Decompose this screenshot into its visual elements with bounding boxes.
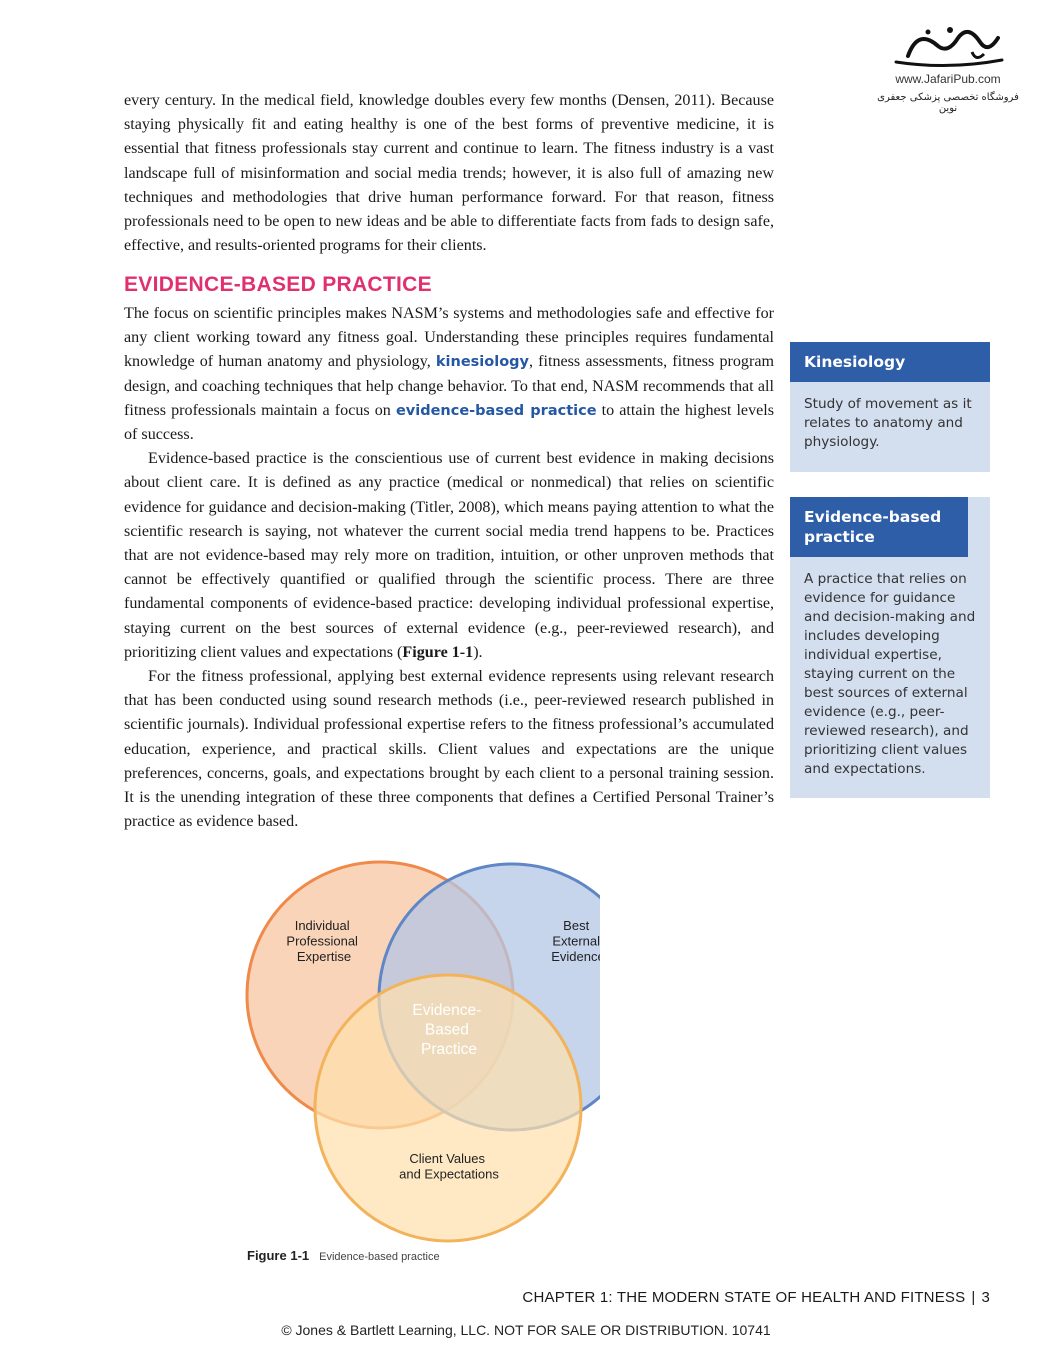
label-client-values (399, 1151, 499, 1182)
text-run: The focus on scientific principles makes NASM’s systems and methodologies safe and effective for any client working toward any fitness goal. Understanding these principles requires fundamental knowledge of human anatomy and physiology, (124, 305, 774, 371)
paragraph-ebp-1 (124, 302, 774, 447)
label-line: Practice (421, 1041, 477, 1058)
label-line: Based (424, 1021, 469, 1039)
footer-separator: | (971, 1289, 976, 1306)
section-body (124, 302, 774, 834)
label-line: Individual (294, 918, 350, 933)
venn-diagram (240, 855, 600, 1245)
text-run: Evidence-based practice is the conscientious use of current best evidence in making decisions about client care. It is defined as any practice (medical or nonmedical) that relies on scientific evidence for guidance and decision-making (Titler, 2008), which means paying attention to what the scientific research is saying, not whatever the current social media trend happens to be. Practices that are not evidence-based may rely more on tradition, intuition, or other unproven methods that cannot be effectively quantified or qualified through the scientific process. There are three fundamental components of evidence-based practice: developing individual professional expertise, staying current on the best sources of external evidence (e.g., peer-reviewed research), and prioritizing client values and expectations ( (124, 450, 774, 661)
text-run: to attain the highest levels of success. (124, 401, 774, 444)
intro-paragraph: every century. In the medical field, knowledge doubles every few months (Densen, 2011). Because staying physically fit and eating healthy is one of the best forms of preventive medicine, it is essential that fitness professionals stay current and continue to learn. The fitness industry is a vast landscape full of misinformation and social media trends; however, it is also full of amazing new techniques and methodologies that drive human performance forward. For that reason, fitness professionals need to be open to new ideas and be able to differentiate facts from fads to design safe, effective, and results-oriented programs for their clients. (124, 92, 774, 255)
paragraph-ebp-2 (124, 447, 774, 665)
label-line: Best (563, 918, 590, 933)
glossary-term: Evidence-based practice (790, 497, 968, 557)
section-heading: EVIDENCE-BASED PRACTICE (124, 273, 432, 296)
copyright-line: © Jones & Bartlett Learning, LLC. NOT FOR SALE OR DISTRIBUTION. 10741 (281, 1322, 771, 1338)
publisher-url[interactable]: www.JafariPub.com (895, 72, 1001, 86)
publisher-logo[interactable] (868, 18, 1028, 128)
publisher-store-name: فروشگاه تخصصی پزشکی جعفری نوین (877, 92, 1019, 114)
caption-number: Figure 1-1 (247, 1248, 310, 1263)
label-line: Expertise (296, 949, 352, 964)
keyword-evidence-based-practice[interactable]: evidence-based practice (395, 402, 597, 419)
label-line: Evidence- (412, 1002, 482, 1019)
glossary-definition: Study of movement as it relates to anatomy and physiology. (804, 396, 972, 450)
calligraphy-logo-icon (888, 18, 1008, 70)
text-run: , fitness assessments, fitness program design, and coaching techniques that help change behavior. To that end, NASM recommends that all fitness professionals maintain a focus on (124, 353, 774, 419)
page-number: 3 (981, 1289, 990, 1306)
label-line: Professional (286, 933, 358, 949)
caption-text: Evidence-based practice (319, 1251, 440, 1263)
chapter-title: CHAPTER 1: THE MODERN STATE OF HEALTH AND FITNESS (522, 1289, 966, 1306)
figure-caption (247, 1248, 440, 1263)
intro-paragraph-block (124, 89, 774, 258)
venn-diagram-svg (240, 855, 600, 1245)
figure-reference[interactable]: Figure 1-1 (402, 643, 474, 661)
keyword-kinesiology[interactable]: kinesiology (435, 354, 529, 371)
text-run: ). (473, 643, 483, 661)
running-footer (522, 1289, 990, 1306)
label-expertise (286, 918, 361, 964)
glossary-term: Kinesiology (790, 342, 990, 382)
paragraph-ebp-3: For the fitness professional, applying best external evidence represents using relevant research that has been conducted using sound research methods (i.e., peer-reviewed research published in scientific journals). Individual professional expertise refers to the fitness professional’s accumulated education, experience, and practical skills. Client values and expectations are the unique preferences, concerns, goals, and expectations brought by each client to a personal training session. It is the unending integration of these three components that defines a Certified Personal Trainer’s practice as evidence based. (124, 668, 774, 831)
glossary-box-evidence-based-practice (790, 497, 990, 798)
glossary-box-kinesiology (790, 342, 990, 472)
label-line: and Expectations (399, 1166, 499, 1182)
label-line: Client Values (409, 1151, 486, 1166)
label-line: Evidence (551, 949, 600, 964)
glossary-definition: A practice that relies on evidence for guidance and decision-making and includes developing individual expertise, staying current on the best sources of external evidence (e.g., peer-reviewed research), and prioritizing client values and expectations. (804, 571, 976, 777)
label-line: External (552, 933, 600, 949)
